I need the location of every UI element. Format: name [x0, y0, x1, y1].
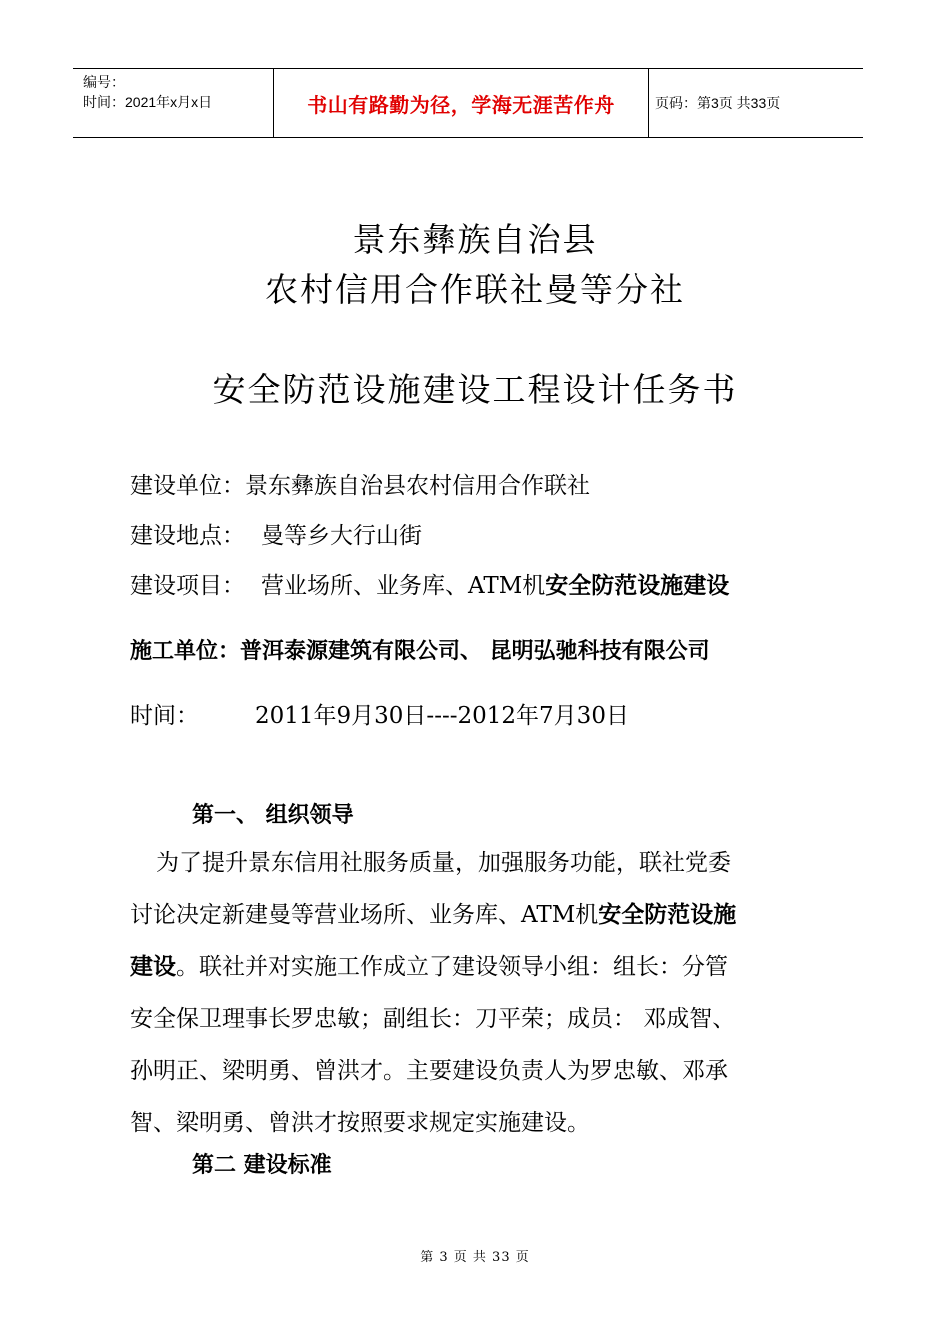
document-title: 安全防范设施建设工程设计任务书 — [212, 370, 738, 409]
info-contractor — [130, 634, 850, 665]
paragraph-line: 智、梁明勇、曾洪才按照要求规定实施建设。 — [130, 1110, 590, 1136]
header-motto-cell — [273, 69, 649, 137]
paragraph-line-text: 。联社并对实施工作成立了建设领导小组：组长：分管 — [176, 954, 728, 980]
document-time-label: 时间：2021年x月x日 — [83, 94, 213, 110]
page-footer: 第 3 页 共 33 页 — [420, 1250, 530, 1265]
header-page-info: 页码：第3页 共33页 — [655, 95, 781, 111]
paragraph-line — [130, 889, 810, 941]
construction-project-value-bold: 安全防范设施建设 — [545, 573, 730, 599]
construction-unit-value: 景东彝族自治县农村信用合作联社 — [245, 473, 590, 499]
document-number-label: 编号： — [83, 74, 125, 90]
time-label: 时间： — [130, 703, 199, 729]
paragraph-bold-text: 建设 — [130, 954, 176, 980]
header-page-cell — [649, 69, 863, 137]
paragraph-line-text: 讨论决定新建曼等营业场所、业务库、ATM机 — [130, 902, 599, 928]
paragraph-line-text: 为了提升景东信用社服务质量，加强服务功能，联社党委 — [156, 850, 731, 876]
info-construction-unit — [130, 467, 850, 500]
title-line-2: 农村信用合作联社曼等分社 — [265, 270, 685, 309]
section-1-paragraph — [130, 837, 810, 1149]
paragraph-line — [130, 941, 810, 993]
info-time — [130, 697, 850, 730]
construction-location-label: 建设地点： — [130, 523, 245, 549]
construction-project-label: 建设项目： — [130, 573, 245, 599]
section-heading-2: 第二 建设标准 — [192, 1153, 332, 1178]
header-motto: 书山有路勤为径，学海无涯苦作舟 — [307, 92, 615, 117]
section-heading-1: 第一、 组织领导 — [192, 803, 354, 828]
paragraph-line: 孙明正、梁明勇、曾洪才。主要建设负责人为罗忠敏、邓承 — [130, 1058, 728, 1084]
page-header-table — [73, 68, 863, 138]
info-construction-location — [130, 517, 850, 550]
info-construction-project — [130, 567, 850, 600]
paragraph-line — [130, 837, 810, 889]
time-value: 2011年9月30日----2012年7月30日 — [255, 703, 629, 729]
construction-location-value: 曼等乡大行山街 — [261, 523, 422, 549]
construction-unit-label: 建设单位： — [130, 473, 245, 499]
header-left-cell — [73, 69, 273, 137]
title-line-1: 景东彝族自治县 — [352, 220, 598, 259]
paragraph-line: 安全保卫理事长罗忠敏；副组长：刀平荣；成员： 邓成智、 — [130, 1006, 736, 1032]
construction-project-value: 营业场所、业务库、ATM机 — [261, 573, 546, 599]
contractor-value: 普洱泰源建筑有限公司、 昆明弘驰科技有限公司 — [240, 639, 710, 664]
paragraph-bold-text: 安全防范设施 — [598, 902, 737, 928]
contractor-label: 施工单位： — [130, 639, 241, 664]
